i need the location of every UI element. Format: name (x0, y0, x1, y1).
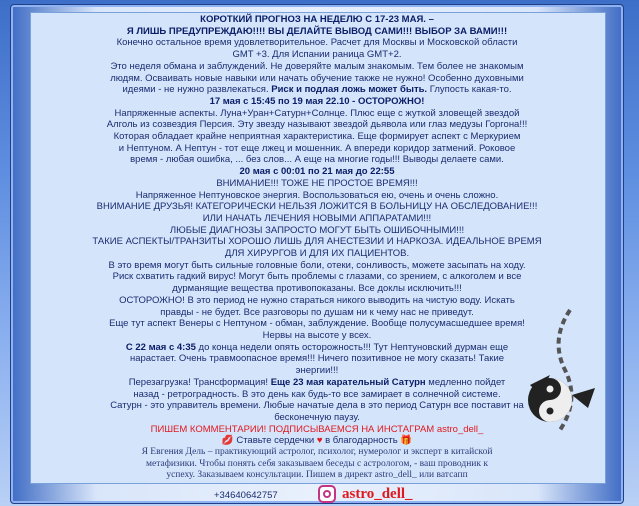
title: КОРОТКИЙ ПРОГНОЗ НА НЕДЕЛЮ С 17-23 МАЯ. – (200, 14, 434, 25)
cta-subscribe: ПИШЕМ КОММЕНТАРИИ! ПОДПИСЫВАЕМСЯ НА ИНСТАГРАМ astro_dell_ (150, 423, 484, 435)
forecast-text: КОРОТКИЙ ПРОГНОЗ НА НЕДЕЛЮ С 17-23 МАЯ. – Я ЛИШЬ ПРЕДУПРЕЖДАЮ!!!! ВЫ ДЕЛАЙТЕ ВЫВОД САМИ!!! ВЫБОР ЗА ВАМИ!!! Конечно остальное время удовлетворительное. Расчет для Москвы и Московской области GMT +3. Для Испании раница GMT+2. Это неделя обмана и заблуждений. Не доверяйте малым знакомым. Тем более не знакомым людям. Осваивать новые навыки или начать обучение также не нужно! Особенно духовными идеями - не нужно развлекаться. Риск и подлая ложь может быть. Глупость какая-то. 17 мая с 15:45 по 19 мая 22.10 - ОСТОРОЖНО! Напряженные аспекты. Луна+Уран+Сатурн+Солнце. Плюс еще с жуткой зловещей звездой Алголь из созвездия Персия. Эту звезду называют звездой дьявола или глаз медузы Горгона!!! Которая обладает крайне неприятная характеристика. Еще формирует аспект с Меркурием и Нептуном. А Нептун - тот еще лжец и мошенник. А впереди коридор затмений. Роковое время - любая ошибка, ... без слов... А еще на многие годы!!! Выводы делаете сами. 20 мая с 00:01 по 21 мая до 22:55 ВНИМАНИЕ!!! ТОЖЕ НЕ ПРОСТОЕ ВРЕМЯ!!! Напряженное Нептуновское энергия. Воспользоваться ею, очень и очень сложно. ВНИМАНИЕ ДРУЗЬЯ! КАТЕГОРИЧЕСКИ НЕЛЬЗЯ ЛОЖИТСЯ В БОЛЬНИЦУ НА ОБСЛЕДОВАНИЕ!!! ИЛИ НАЧАТЬ ЛЕЧЕНИЯ НОВЫМИ АППАРАТАМИ!!! ЛЮБЫЕ ДИАГНОЗЫ ЗАПРОСТО МОГУТ БЫТЬ ОШИБОЧНЫМИ!!! ТАКИЕ АСПЕКТЫ/ТРАНЗИТЫ ХОРОШО ЛИШЬ ДЛЯ АНЕСТЕЗИИ И НАРКОЗА. ИДЕАЛЬНОЕ ВРЕМЯ ДЛЯ ХИРУРГОВ И ДЛЯ ИХ ПАЦИЕНТОВ. В это время могут быть сильные головные боли, отеки, сонливость, можете засыпать на ходу. Риск схватить гадкий вирус! Могут быть проблемы с глазами, со зрением, с алкоголем и все дурманящие вещества противопоказаны. Все доклы исключить!!! ОСТОРОЖНО! В это период не нужно стараться никого выводить на чистую воду. Искать правды - не будет. Все разговоры по душам ни к чему нас не приведут. Еще тут аспект Венеры с Нептуном - обман, заблуждение. Вообще полусумасшедшее время! Нервы на высоте у всех. С 22 мая с 4:35 до конца недели опять осторожность!!! Тут Нептуновский дурман еще нарастает. Очень травмоопасное время!!! Ничего позитивное не могу сказать! Такие энергии!!! Перезагрузка! Трансформация! Еще 23 мая карательный Сатурн медленно пойдет назад - ретроградность. В это день как будь-то все замирает в солнечной системе. Сатурн - это управитель времени. Любые начатые дела в это период Сатурн все поставит на бесконечную паузу. ПИШЕМ КОММЕНТАРИИ! ПОДПИСЫВАЕМСЯ НА ИНСТАГРАМ astro_dell_ 💋 Ставьте сердечки ♥ в благодарность 🎁 Я Евгения Дель – практикующий астролог, психолог, нумеролог и эксперт в китайской метафизики. Чтобы понять себя заказываем беседы с астрологом, - ваш проводник к успеху. Заказываем консультации. Пишем в директ astro_dell_ или ватсапп (44, 14, 590, 482)
lips-icon: 💋 (221, 435, 234, 447)
phone-number[interactable]: +34640642757 (214, 490, 278, 501)
instagram-badge[interactable] (318, 484, 413, 504)
subtitle: Я ЛИШЬ ПРЕДУПРЕЖДАЮ!!!! ВЫ ДЕЛАЙТЕ ВЫВОД САМИ!!! ВЫБОР ЗА ВАМИ!!! (126, 25, 508, 37)
date-2: 20 мая с 00:01 по 21 мая до 22:55 (239, 166, 395, 178)
date-1: 17 мая с 15:45 по 19 мая 22.10 - ОСТОРОЖНО! (209, 95, 425, 107)
instagram-icon (318, 485, 336, 503)
instagram-handle: astro_dell_ (342, 485, 413, 502)
heart-icon: ♥ (316, 435, 323, 447)
gift-icon: 🎁 (400, 435, 413, 447)
yin-yang-tie-icon (510, 300, 610, 440)
